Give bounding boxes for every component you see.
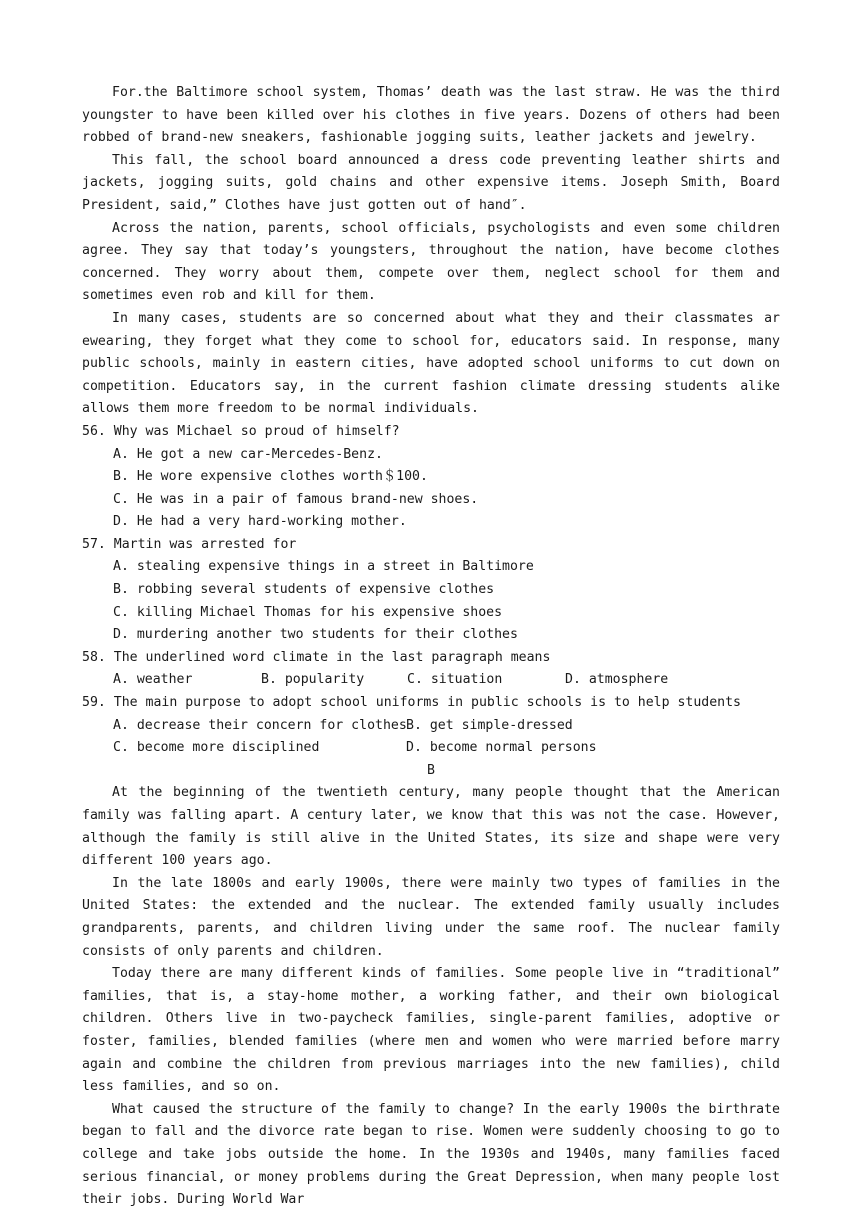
- question-57-option-b: B. robbing several students of expensive clothes: [113, 582, 495, 598]
- passage-a-paragraph-3: Across the nation, parents, school officials, psychologists and even some children agree. They say that today’s youngsters, throughout the nation, have become clothes concerned. They worry about them, compete over them, neglect school for them and sometimes even rob and kill for them.: [82, 220, 780, 304]
- passage-b-paragraph-3: Today there are many different kinds of families. Some people live in “traditional” families, that is, a stay-home mother, a working father, and their own biological children. Others live in two-paycheck families, single-parent families, adoptive or foster, families, blended families (where men and women who were married before marry again and combine the children from previous marriages into the new families), child less families, and so on.: [82, 966, 780, 1095]
- passage-a-paragraph-1: For.the Baltimore school system, Thomas’ death was the last straw. He was the third youngster to have been killed over his clothes in five years. Dozens of others had been robbed of brand-new sneakers, fashionable jogging suits, leather jackets and jewelry.: [82, 85, 780, 146]
- question-59-stem: 59. The main purpose to adopt school uniforms in public schools is to help students: [82, 695, 741, 711]
- question-58-option-a: A. weather: [113, 672, 193, 688]
- exam-page: [82, 82, 780, 1212]
- question-59-options-row-2: [82, 737, 780, 760]
- question-56-option-b: B. He wore expensive clothes worth＄100.: [113, 469, 428, 485]
- section-b-heading: B: [427, 762, 435, 778]
- question-59-option-b: B. get simple-dressed: [406, 717, 573, 733]
- question-57-option-d: D. murdering another two students for their clothes: [113, 627, 518, 643]
- question-57-stem: 57. Martin was arrested for: [82, 536, 297, 552]
- question-59-options-row-1: [82, 715, 780, 738]
- passage-a-paragraph-2: This fall, the school board announced a dress code preventing leather shirts and jackets, jogging suits, gold chains and other expensive items. Joseph Smith, Board President, said,” Clothes have just gotten out of hand″.: [82, 152, 780, 213]
- question-58-option-b: B. popularity: [261, 672, 365, 688]
- question-58: [82, 647, 780, 692]
- question-56-option-a: A. He got a new car-Mercedes-Benz.: [113, 446, 383, 462]
- question-57-option-c: C. killing Michael Thomas for his expensive shoes: [113, 604, 503, 620]
- question-59-option-a: A. decrease their concern for clothes: [113, 717, 407, 733]
- question-58-option-d: D. atmosphere: [565, 672, 669, 688]
- question-59: [82, 692, 780, 760]
- passage-b-paragraph-4: What caused the structure of the family to change? In the early 1900s the birthrate began to fall and the divorce rate began to rise. Women were suddenly choosing to go to college and take jobs outside the home. In the 1930s and 1940s, many families faced serious financial, or money problems during the Great Depression, when many people lost their jobs. During World War: [82, 1101, 780, 1208]
- passage-a-paragraph-4: In many cases, students are so concerned about what they and their classmates ar ewearing, they forget what they come to school for, educators said. In response, many public schools, mainly in eastern cities, have adopted school uniforms to cut down on competition. Educators say, in the current fashion climate dressing students alike allows them more freedom to be normal individuals.: [82, 310, 780, 417]
- question-59-option-d: D. become normal persons: [406, 740, 597, 756]
- question-56: [82, 421, 780, 534]
- question-59-option-c: C. become more disciplined: [113, 740, 320, 756]
- passage-b-paragraph-2: In the late 1800s and early 1900s, there were mainly two types of families in the United States: the extended and the nuclear. The extended family usually includes grandparents, parents, and children living under the same roof. The nuclear family consists of only parents and children.: [82, 875, 780, 959]
- passage-b-paragraph-1: At the beginning of the twentieth century, many people thought that the American family was falling apart. A century later, we know that this was not the case. However, although the family is still alive in the United States, its size and shape were very different 100 years ago.: [82, 785, 780, 869]
- question-58-option-c: C. situation: [407, 672, 503, 688]
- question-56-option-d: D. He had a very hard-working mother.: [113, 514, 407, 530]
- question-57: [82, 534, 780, 647]
- question-56-stem: 56. Why was Michael so proud of himself?: [82, 423, 400, 439]
- question-57-option-a: A. stealing expensive things in a street in Baltimore: [113, 559, 534, 575]
- question-56-option-c: C. He was in a pair of famous brand-new shoes.: [113, 491, 479, 507]
- question-58-options: [82, 669, 780, 692]
- question-58-stem: 58. The underlined word climate in the last paragraph means: [82, 649, 551, 665]
